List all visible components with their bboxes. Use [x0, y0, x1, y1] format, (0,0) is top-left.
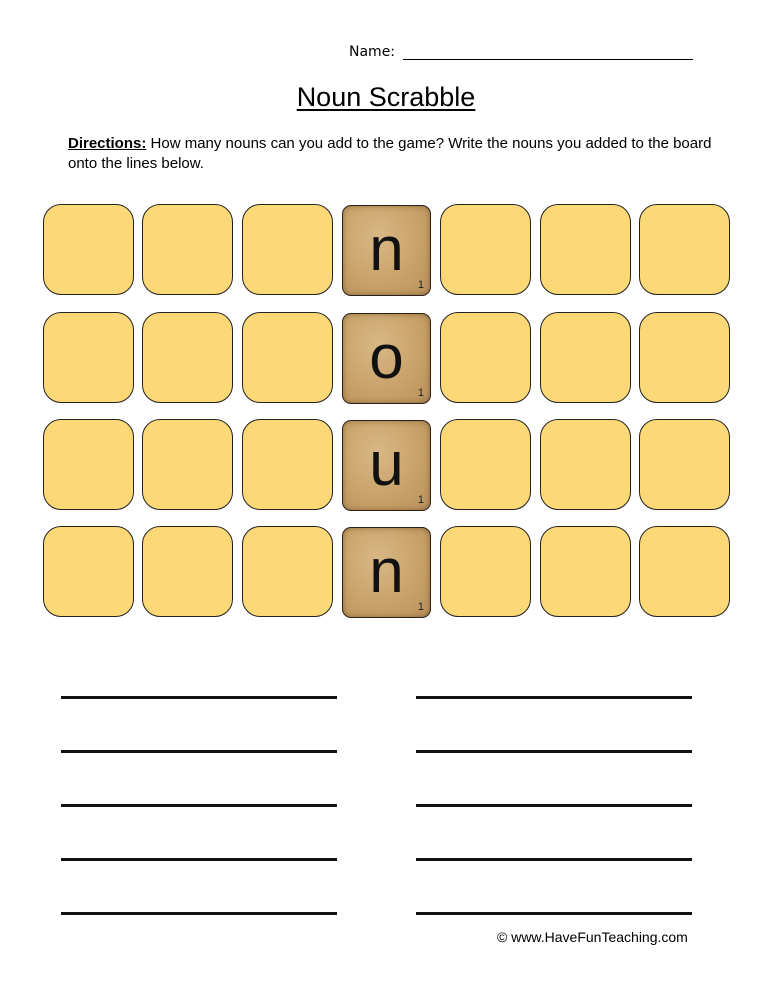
empty-board-cell[interactable]: [43, 204, 134, 295]
name-input-line[interactable]: [403, 44, 693, 60]
copyright-footer: © www.HaveFunTeaching.com: [497, 929, 688, 945]
empty-board-cell[interactable]: [43, 526, 134, 617]
empty-board-cell[interactable]: [440, 204, 531, 295]
empty-board-cell[interactable]: [142, 526, 233, 617]
empty-board-cell[interactable]: [43, 312, 134, 403]
empty-board-cell[interactable]: [540, 526, 631, 617]
empty-board-cell[interactable]: [440, 312, 531, 403]
letter-tile: [342, 420, 431, 511]
empty-board-cell[interactable]: [242, 526, 333, 617]
letter-tile: [342, 527, 431, 618]
empty-board-cell[interactable]: [639, 204, 730, 295]
empty-board-cell[interactable]: [242, 419, 333, 510]
answer-line[interactable]: [416, 858, 692, 861]
empty-board-cell[interactable]: [540, 204, 631, 295]
empty-board-cell[interactable]: [142, 419, 233, 510]
tile-letter: o: [369, 323, 404, 392]
letter-tile: [342, 313, 431, 404]
empty-board-cell[interactable]: [440, 419, 531, 510]
tile-letter: n: [369, 215, 404, 284]
empty-board-cell[interactable]: [540, 312, 631, 403]
answer-line[interactable]: [416, 750, 692, 753]
empty-board-cell[interactable]: [540, 419, 631, 510]
name-label: Name:: [349, 44, 396, 60]
directions-label: Directions:: [68, 135, 147, 152]
name-field: [349, 44, 693, 60]
tile-score: 1: [417, 494, 424, 506]
tile-letter: n: [369, 537, 404, 606]
answer-line[interactable]: [416, 912, 692, 915]
empty-board-cell[interactable]: [142, 204, 233, 295]
tile-score: 1: [417, 279, 424, 291]
empty-board-cell[interactable]: [639, 312, 730, 403]
tile-score: 1: [417, 601, 424, 613]
empty-board-cell[interactable]: [43, 419, 134, 510]
answer-line[interactable]: [61, 858, 337, 861]
answer-line[interactable]: [61, 696, 337, 699]
empty-board-cell[interactable]: [639, 526, 730, 617]
letter-tile: [342, 205, 431, 296]
tile-letter: u: [369, 430, 404, 499]
answer-line[interactable]: [416, 804, 692, 807]
directions: [68, 134, 728, 174]
empty-board-cell[interactable]: [639, 419, 730, 510]
answer-line[interactable]: [416, 696, 692, 699]
answer-line[interactable]: [61, 804, 337, 807]
empty-board-cell[interactable]: [242, 204, 333, 295]
answer-line[interactable]: [61, 750, 337, 753]
page-title: Noun Scrabble: [296, 82, 476, 112]
empty-board-cell[interactable]: [242, 312, 333, 403]
empty-board-cell[interactable]: [440, 526, 531, 617]
answer-line[interactable]: [61, 912, 337, 915]
tile-score: 1: [417, 387, 424, 399]
empty-board-cell[interactable]: [142, 312, 233, 403]
directions-text: How many nouns can you add to the game? Write the nouns you added to the board onto the lines below.: [68, 135, 712, 172]
